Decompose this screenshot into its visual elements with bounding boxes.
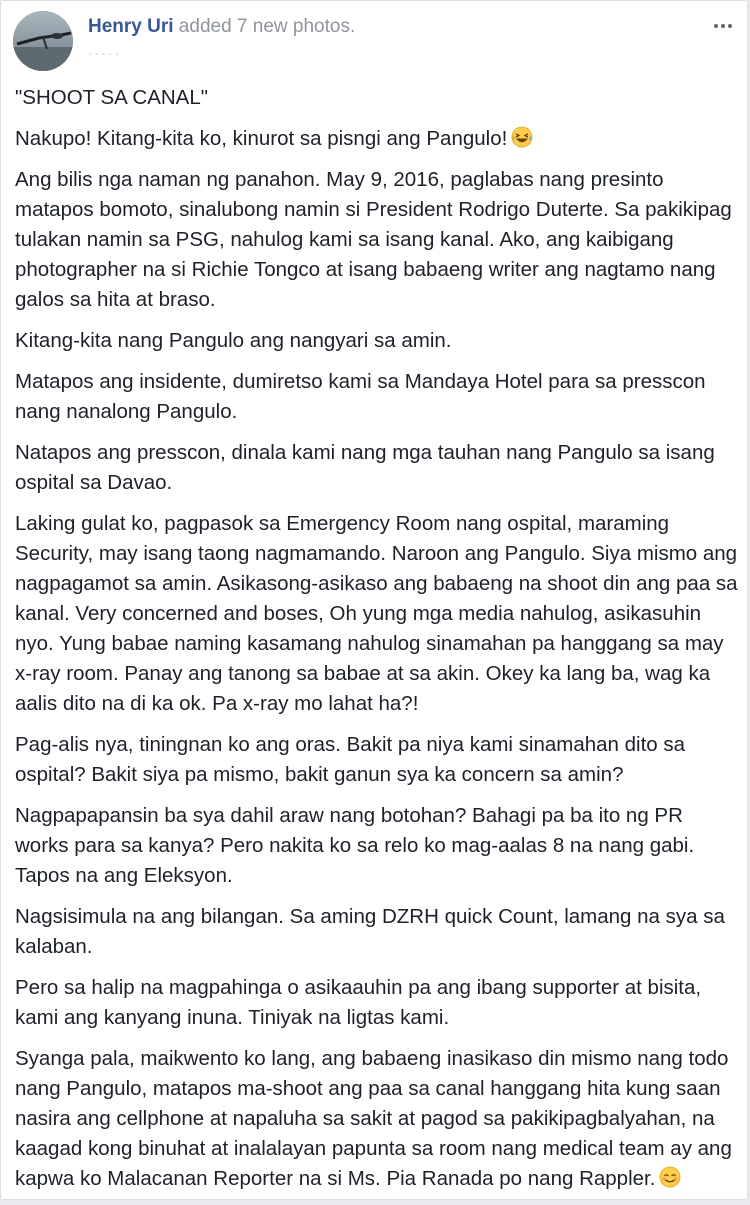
post-paragraph-text: "SHOOT SA CANAL" xyxy=(15,86,209,109)
post-paragraph-text: Ang bilis nga naman ng panahon. May 9, 2016, paglabas nang presinto matapos bomoto, sinalubong namin si President Rodrigo Duterte. Sa pakikipag tulakan namin sa PSG, nahulog kami sa isang kanal. Ako, ang kaibigang photographer na si Richie Tongco at isang babaeng writer ang nagtamo nang galos sa hita at braso. xyxy=(15,168,732,311)
post-paragraph xyxy=(15,367,739,427)
post-paragraph xyxy=(15,124,739,154)
author-avatar[interactable] xyxy=(13,11,73,71)
post-body xyxy=(15,83,739,1205)
post-paragraph xyxy=(15,730,739,790)
more-dot-icon xyxy=(714,24,718,28)
post-paragraph xyxy=(15,973,739,1033)
post-action-text: added 7 new photos. xyxy=(173,16,356,37)
laughing-emoji xyxy=(511,126,533,148)
post-paragraph-text: Matapos ang insidente, dumiretso kami sa Mandaya Hotel para sa presscon nang nanalong Pangulo. xyxy=(15,370,706,423)
post-paragraph xyxy=(15,326,739,356)
post-paragraph xyxy=(15,509,739,719)
post-paragraph-text: Syanga pala, maikwento ko lang, ang babaeng inasikaso din mismo nang todo nang Pangulo, matapos ma-shoot ang paa sa canal hanggang hita kung saan nasira ang cellphone at napaluha sa sakit at pagod sa pakikipagbalyahan, na kaagad kong binuhat at inalalayan papunta sa room nang medical team ay ang kapwa ko Malacanan Reporter na si Ms. Pia Ranada po nang Rappler. xyxy=(15,1047,732,1190)
post-timestamp[interactable]: ····· xyxy=(88,45,122,61)
post-paragraph-text: Kitang-kita nang Pangulo ang nangyari sa amin. xyxy=(15,329,452,352)
post-paragraph-text: Nagsisimula na ang bilangan. Sa aming DZRH quick Count, lamang na sya sa kalaban. xyxy=(15,905,725,958)
post-paragraph xyxy=(15,1044,739,1194)
post-paragraph-text: Pag-alis nya, tiningnan ko ang oras. Bakit pa niya kami sinamahan dito sa ospital? Bakit siya pa mismo, bakit ganun sya ka concern sa amin? xyxy=(15,733,686,786)
avatar-image xyxy=(13,11,73,71)
post-paragraph-text: Natapos ang presscon, dinala kami nang mga tauhan nang Pangulo sa isang ospital sa Davao. xyxy=(15,441,715,494)
post-paragraph xyxy=(15,165,739,315)
post-paragraph-text: Nakupo! Kitang-kita ko, kinurot sa pisngi ang Pangulo! xyxy=(15,127,508,150)
post-paragraph-text: Laking gulat ko, pagpasok sa Emergency Room nang ospital, maraming Security, may isang taong nagmamando. Naroon ang Pangulo. Siya mismo ang nagpagamot sa amin. Asikasong-asikaso ang babaeng na shoot din ang paa sa kanal. Very concerned and boses, Oh yung mga media nahulog, asikasuhin nyo. Yung babae naming kasamang nahulog sinamahan pa hanggang sa may x-ray room. Panay ang tanong sa babae at sa akin. Okey ka lang ba, wag ka aalis dito na di ka ok. Pa x-ray mo lahat ha?! xyxy=(15,512,738,715)
more-dot-icon xyxy=(721,24,725,28)
author-line xyxy=(88,15,355,39)
author-name-link[interactable]: Henry Uri xyxy=(88,16,174,37)
post-paragraph xyxy=(15,902,739,962)
smiling-emoji xyxy=(659,1166,681,1188)
post-paragraph-text: Pero sa halip na magpahinga o asikaauhin pa ang ibang supporter at bisita, kami ang kanyang inuna. Tiniyak na ligtas kami. xyxy=(15,976,702,1029)
more-options-button[interactable] xyxy=(709,17,737,35)
post-paragraph xyxy=(15,438,739,498)
post-paragraph-text: Nagpapapansin ba sya dahil araw nang botohan? Bahagi pa ba ito ng PR works para sa kanya? Pero nakita ko sa relo ko mag-aalas 8 na nang gabi. Tapos na ang Eleksyon. xyxy=(15,804,695,887)
post-paragraph xyxy=(15,83,739,113)
post-header xyxy=(13,9,739,69)
more-dot-icon xyxy=(728,24,732,28)
post-paragraph xyxy=(15,801,739,891)
